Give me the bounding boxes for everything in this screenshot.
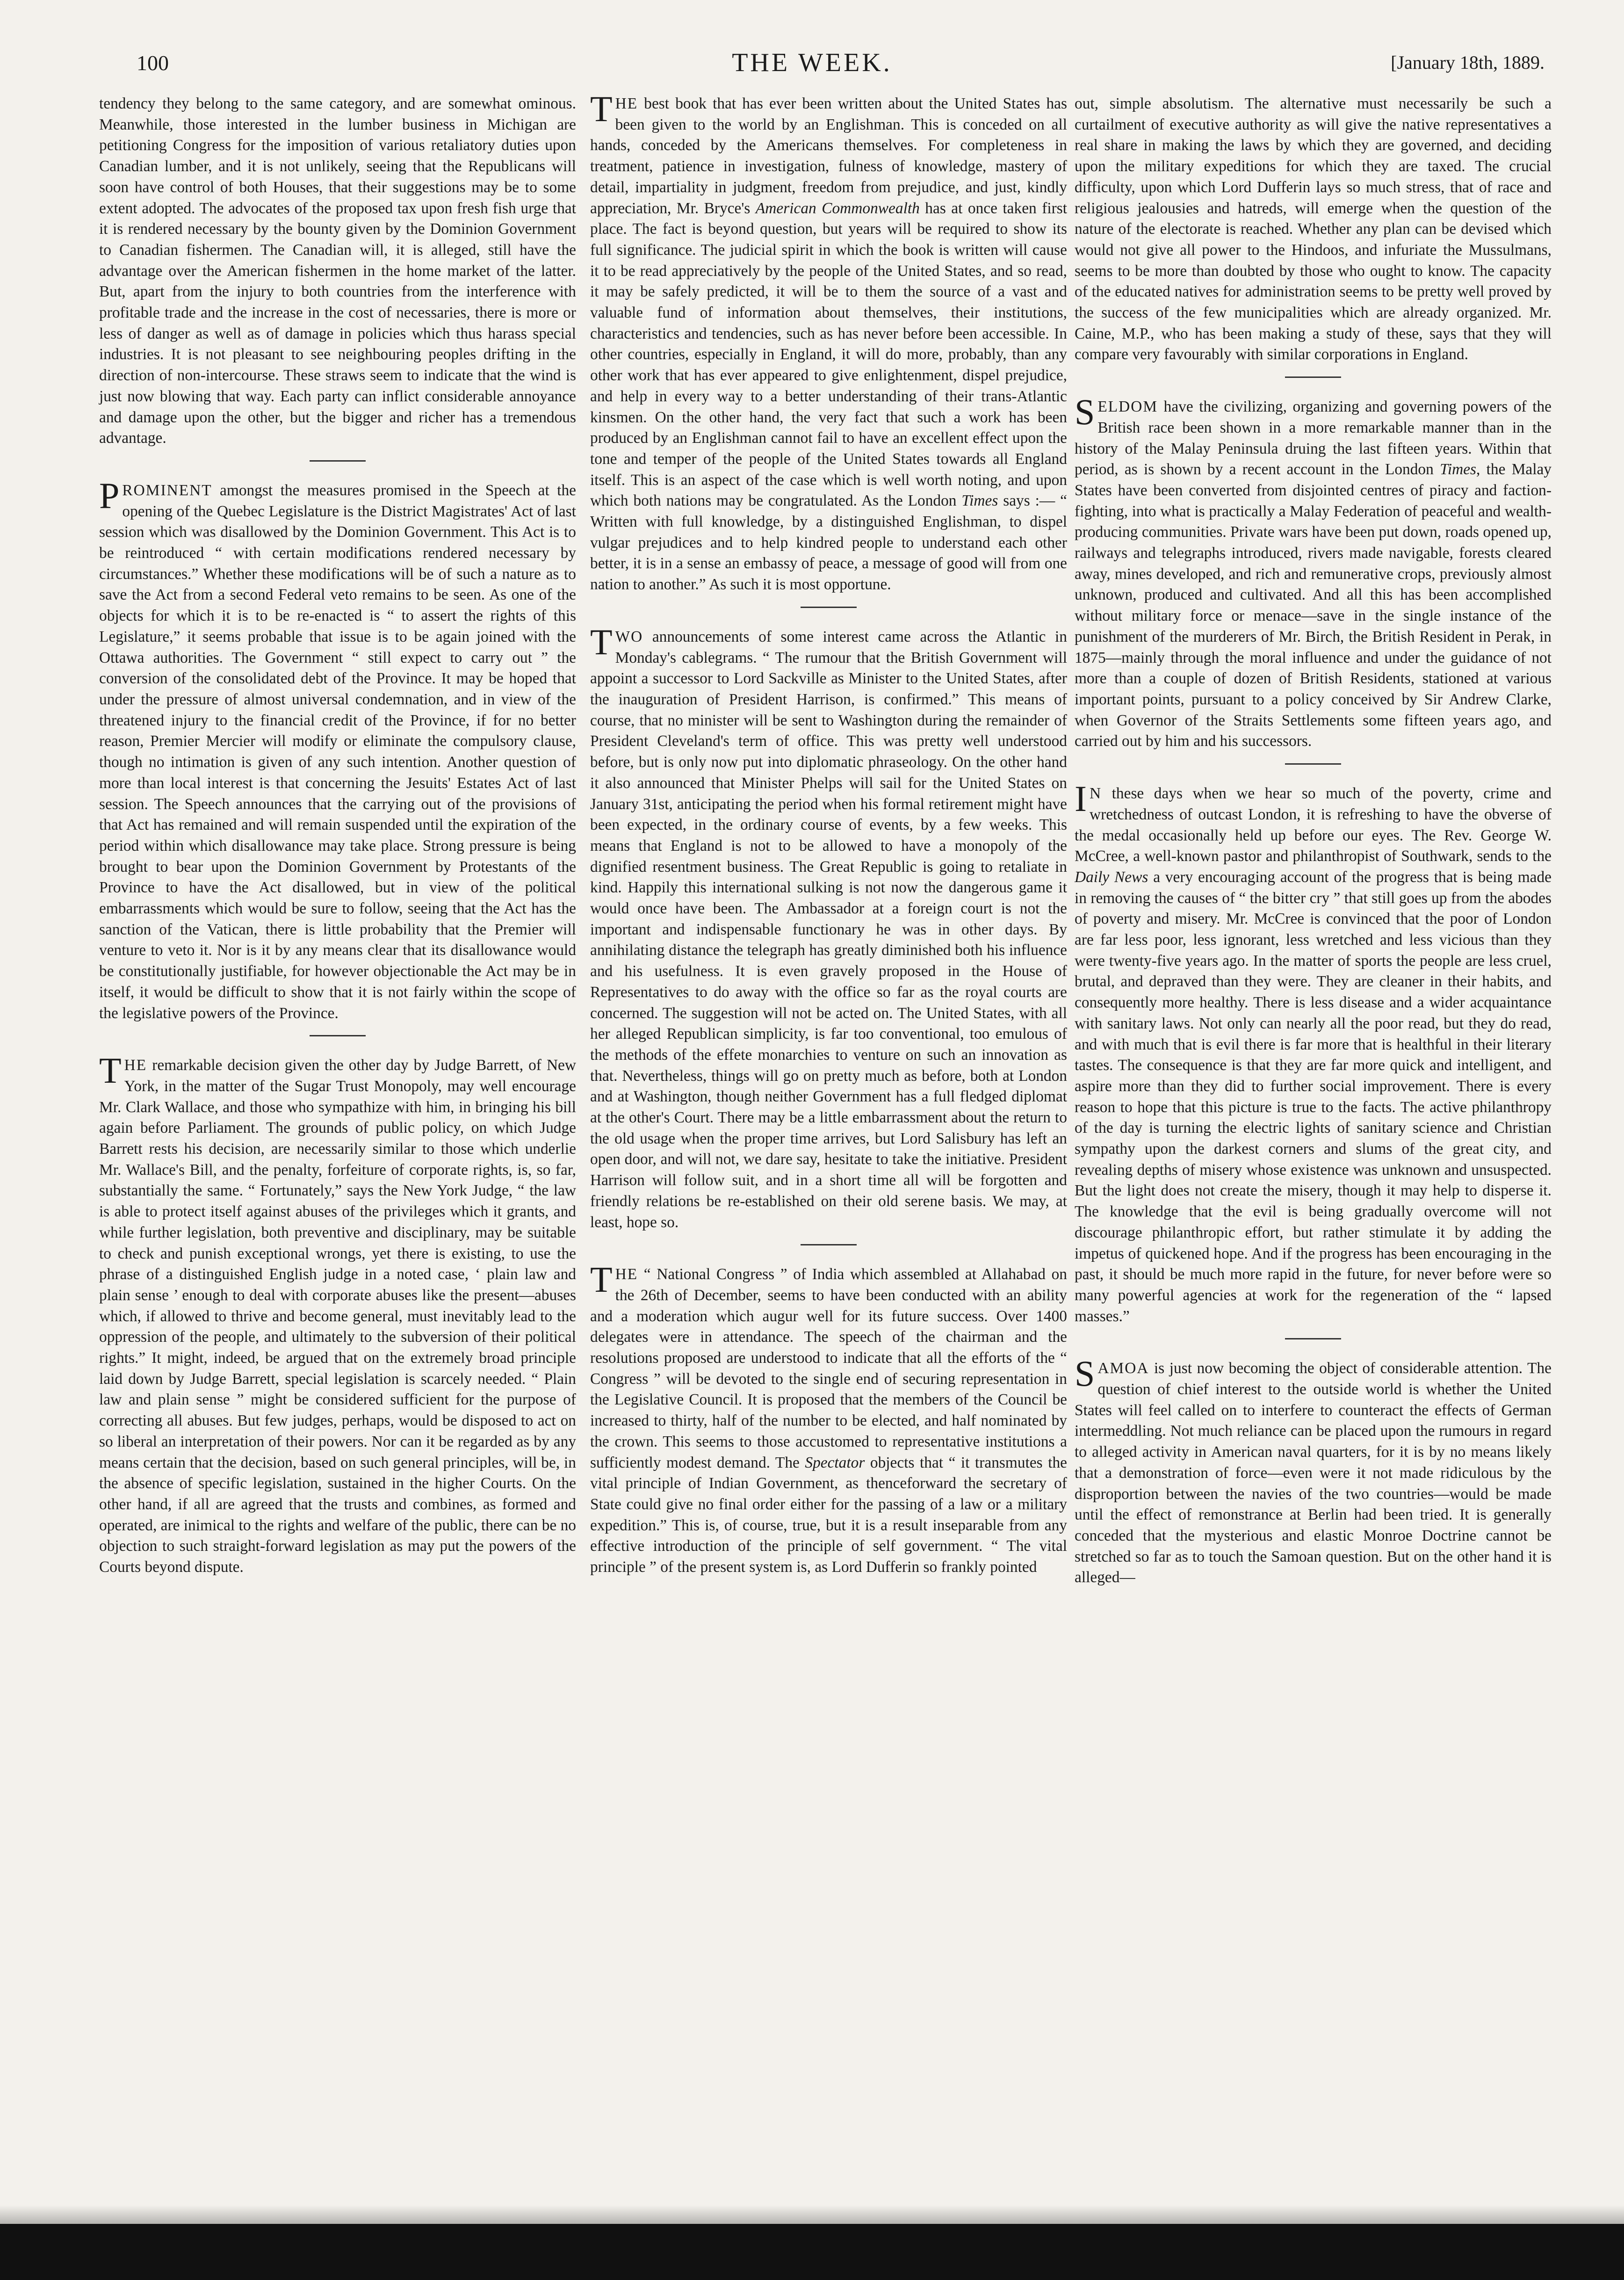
paragraph-national-congress-india bbox=[590, 1259, 1067, 1578]
scan-edge bbox=[0, 2224, 1624, 2280]
newspaper-title: Spectator bbox=[805, 1454, 865, 1471]
lead-word: N bbox=[1089, 785, 1102, 803]
paragraph-text: amongst the measures promised in the Speech at the opening of the Quebec Legislature is the District Magistrates' Act of last session which was disallowed by the Dominion Government. This Act is to be reintroduced “ with certain modifications rendered necessary by circumstances.” Whether these modifications will be of such a nature as to save the Act from a second Federal veto remains to be seen. As one of the objects for which it is to be re-enacted is “ to assert the rights of this Legislature,” it seems probable that issue is to be again joined with the Ottawa authorities. The Government “ still expect to carry out ” the conversion of the consolidated debt of the Province. It may be hoped that under the pressure of almost universal condemnation, and in view of the threatened injury to the financial credit of the Province, if for no better reason, Premier Mercier will modify or eliminate the compulsory clause, though no intimation is given of any such intention. Another question of more than local interest is that concerning the Jesuits' Estates Act of last session. The Speech announces that the carrying out of the provisions of that Act has remained and will remain suspended until the expiration of the period within which disallowance may take place. Strong pressure is being brought to bear upon the Dominion Government by Protestants of the Province to have the Act disallowed, but in view of the political embarrassments which would be sure to follow, seeing that the Act has the sanction of the Vatican, there is little probability that the Premier will venture to veto it. Nor is it by any means clear that its disallowance would be constitutionally justifiable, for however objectionable the Act may be in itself, it would be difficult to show that it is not fairly within the scope of the legislative powers of the Province. bbox=[99, 481, 576, 1022]
paragraph-judge-barrett bbox=[99, 1050, 576, 1578]
paragraph-text: “ National Congress ” of India which assembled at Allahabad on the 26th of December, seems to have been conducted with an ability and a moderation which augur well for its future success. Over 1400 delegates were in attendance. The speech of the chairman and the resolutions proposed are understood to indicate that all the efforts of the “ Congress ” will be devoted to the single end of securing representation in the Legislative Council. It is proposed that the members of the Council be increased to thirty, half of the number to be elected, and half nominated by the crown. This seems to those accustomed to representative institutions a sufficiently modest demand. The bbox=[590, 1266, 1067, 1471]
publication-title: THE WEEK. bbox=[732, 48, 892, 77]
paragraph-text: has at once taken first place. The fact is beyond question, but years will be required to show its full significance. The judicial spirit in which the book is written will cause it to be read appreciatively by the people of the United States, and so read, it may be safely predicted, it will be to them the source of a vast and valuable fund of information about themselves, their institutions, characteristics and tendencies, such as has never before been accessible. In other countries, especially in England, it will do more, probably, than any other work that has ever appeared to give enlightenment, dispel prejudice, and help in every way to a better understanding of their trans-Atlantic kinsmen. On the other hand, the very fact that such a work has been produced by an Englishman cannot fail to have an excellent effect upon the tone and temper of the people of the United States towards all England itself. This is an aspect of the case which is well worth noting, and upon which both nations may be congratulated. As the London bbox=[590, 199, 1067, 510]
newspaper-title: Daily News bbox=[1075, 868, 1148, 886]
section-divider bbox=[801, 607, 857, 608]
issue-date: [January 18th, 1889. bbox=[1391, 52, 1545, 73]
paragraph-diplomatic-announcements bbox=[590, 621, 1067, 1233]
page-header bbox=[0, 48, 1624, 88]
lead-word: HE bbox=[615, 1266, 638, 1283]
paragraph-malay-peninsula bbox=[1075, 391, 1552, 752]
drop-cap: T bbox=[590, 88, 613, 129]
paragraph-text: announcements of some interest came across the Atlantic in Monday's cablegrams. “ The rumour that the British Government will appoint a successor to Lord Sackville as Minister to the United States, after the inauguration of President Harrison, is confirmed.” This means of course, that no minister will be sent to Washington during the remainder of President Cleveland's term of office. This was pretty well understood before, but is only now put into diplomatic phraseology. On the other hand it also announced that Minister Phelps will sail for the United States on January 31st, anticipating the period when his formal retirement might have been expected, in the ordinary course of events, by a few weeks. This means that England is not to be allowed to have a monopoly of the dignified resentment business. The Great Republic is going to retaliate in kind. Happily this international sulking is not now the dangerous game it would once have been. The Ambassador at a foreign court is not the important and indispensable functionary he was in other days. By annihilating distance the telegraph has greatly diminished both his influence and his usefulness. It is even gravely proposed in the House of Representatives to do away with the office so far as the royal courts are concerned. The suggestion will not be acted on. The United States, with all her alleged Republican simplicity, is far too conventional, too emulous of the methods of the effete monarchies to venture on such an innovation as that. Nevertheless, things will go on pretty much as before, both at London and at Washington, though neither Government has a full fledged diplomat at the other's Court. There may be a little embarrassment about the return to the old usage when the proper time arrives, but Lord Salisbury has left an open door, and will not, we dare say, hesitate to take the initiative. President Harrison will follow suit, and in a short time all will be forgotten and friendly relations be re-established on their old serene basis. We may, at least, hope so. bbox=[590, 628, 1067, 1231]
book-title: American Commonwealth bbox=[755, 199, 920, 217]
paragraph-lumber-duties: tendency they belong to the same category, and are somewhat ominous. Meanwhile, those interested in the lumber business in Michigan are petitioning Congress for the imposition of various retaliatory duties upon Canadian lumber, and it is not unlikely, seeing that the Republicans will soon have control of both Houses, that their suggestions may be to some extent adopted. The advocates of the proposed tax upon fresh fish urge that it is rendered necessary by the bounty given by the Dominion Government to Canadian fishermen. The Canadian will, it is alleged, still have the advantage over the American fishermen in the home market of the latter. But, apart from the injury to both countries from the interference with profitable trade and the increase in the cost of necessaries, there is more or less of danger as well as of damage in policies which thus harass special industries. It is not pleasant to see neighbouring peoples drifting in the direction of non-intercourse. These straws seem to indicate that the wind is just now blowing that way. Each party can inflict considerable annoyance and damage upon the other, but the bigger and richer has a tremendous advantage. bbox=[99, 95, 576, 447]
paragraph-text: best book that has ever been written about the United States has been given to the world by an Englishman. This is conceded on all hands, conceded by the Americans themselves. For completeness in treatment, patience in investigation, fulness of knowledge, mastery of detail, impartiality in judgment, freedom from prejudice, and just, kindly appreciation, Mr. Bryce's bbox=[590, 95, 1067, 217]
lead-word: ELDOM bbox=[1097, 398, 1158, 416]
section-divider bbox=[310, 1035, 366, 1036]
paragraph-bryce-commonwealth bbox=[590, 88, 1067, 595]
paragraph-samoa bbox=[1075, 1353, 1552, 1588]
paragraph-quebec-legislature bbox=[99, 475, 576, 1024]
drop-cap: T bbox=[590, 621, 613, 662]
paragraph-text: objects that “ it transmutes the vital principle of Indian Government, as thenceforward the secretary of State could give no final order either for the passing of a law or a military expedition.” This is, of course, true, but it is a result inseparable from any effective introduction of the principle of self government. “ The vital principle ” of the present system is, as Lord Dufferin so frankly pointed bbox=[590, 1454, 1067, 1576]
column-right bbox=[1075, 94, 1552, 1588]
paragraph-text: remarkable decision given the other day by Judge Barrett, of New York, in the matter of the Sugar Trust Monopoly, may well encourage Mr. Clark Wallace, and those who sympathize with him, in bringing his bill again before Parliament. The grounds of public policy, on which Judge Barrett rests his decision, are necessarily similar to those which underlie Mr. Wallace's Bill, and the penalty, forfeiture of corporate rights, is, so far, substantially the same. “ Fortunately,” says the New York Judge, “ the law is able to protect itself against abuses of the privileges which it grants, and while further legislation, both preventive and disciplinary, may be suitable to check and punish exceptional wrongs, yet there is existing, to use the phrase of a distinguished English judge in a noted case, ‘ plain law and plain sense ’ enough to deal with corporate abuses like the present—abuses which, if allowed to thrive and become general, must inevitably lead to the oppression of the people, and ultimately to the subversion of their political rights.” It might, indeed, be argued that on the extremely broad principle laid down by Judge Barrett, special legislation is scarcely needed. “ Plain law and plain sense ” might be considered sufficient for the purpose of correcting all abuses. But few judges, perhaps, would be disposed to act on so liberal an interpretation of their powers. Nor can it be regarded as by any means certain that the decision, based on such general principles, will be, in the absence of specific legislation, sustained in the higher Courts. On the other hand, if all are agreed that the trusts and combines, as formed and operated, are inimical to the rights and welfare of the public, there can be no objection to such straight-forward legislation as may put the powers of the Courts beyond dispute. bbox=[99, 1057, 576, 1576]
section-divider bbox=[310, 460, 366, 462]
newspaper-title: Times bbox=[961, 492, 998, 510]
newspaper-title: Times bbox=[1440, 461, 1477, 478]
drop-cap: S bbox=[1075, 391, 1095, 433]
lead-word: HE bbox=[615, 95, 638, 112]
column-middle bbox=[590, 88, 1067, 1578]
section-divider bbox=[1285, 763, 1341, 765]
lead-word: AMOA bbox=[1097, 1360, 1149, 1377]
drop-cap: T bbox=[590, 1259, 613, 1300]
paragraph-text: these days when we hear so much of the poverty, crime and wretchedness of outcast London, it is refreshing to have the obverse of the medal occasionally held up before our eyes. The Rev. George W. McCree, a well-known pastor and philanthropist of Southwark, sends to the bbox=[1075, 785, 1552, 865]
paragraph-text: a very encouraging account of the progress that is being made in removing the causes of “ the bitter cry ” that still goes up from the abodes of poverty and misery. Mr. McCree is convinced that the poor of London are far less poor, less ignorant, less wretched and less vicious than they were twenty-five years ago. In the matter of sports the people are less cruel, brutal, and depraved than they were. They are cleaner in their habits, and consequently more healthy. There is less disease and a wider acquaintance with sanitary laws. Not only can nearly all the poor read, but they do read, and with much that is evil there is far more that is healthful in their literary tastes. The consequence is that they are far more quick and intelligent, and aspire more than they did to further social improvement. There is every reason to hope that this picture is true to the facts. The active philanthropy of the day is turning the electric lights of sanitary science and Christian sympathy upon the darkest corners and slums of the great city, and revealing depths of misery whose existence was unknown and unsuspected. But the light does not create the misery, though it may help to disperse it. The knowledge that the evil is being gradually overcome will not discourage philanthropic effort, but rather stimulate it by adding the impetus of quickened hope. And if the progress has been encouraging in the past, it should be much more rapid in the future, for never before were so many powerful agencies at work for the regeneration of the “ lapsed masses.” bbox=[1075, 868, 1552, 1325]
lead-word: HE bbox=[124, 1057, 147, 1074]
drop-cap: I bbox=[1075, 778, 1087, 819]
paragraph-text: says :— “ Written with full knowledge, by a distinguished Englishman, to dispel vulgar prejudices and to help kindred people to understand each other better, it is in a sense an embassy of peace, a message of good will from one nation to another.” As such it is most opportune. bbox=[590, 492, 1067, 594]
drop-cap: P bbox=[99, 475, 120, 516]
paragraph-text: is just now becoming the object of considerable attention. The question of chief interest to the outside world is whether the United States will feel called on to interfere to counteract the effects of German intermeddling. Not much reliance can be placed upon the rumours in regard to alleged activity in American naval quarters, for it is by no means likely that a demonstration of force—even were it not made ridiculous by the disproportion between the navies of the two countries—would be made until the effect of remonstrance at Berlin had been tried. It is generally conceded that the mysterious and elastic Monroe Doctrine cannot be stretched so far as to touch the Samoan question. But on the other hand it is alleged— bbox=[1075, 1360, 1552, 1586]
column-left bbox=[99, 94, 576, 1578]
lead-word: ROMINENT bbox=[122, 481, 212, 499]
paragraph-text: have the civilizing, organizing and governing powers of the British race been shown in a more remarkable manner than in the history of the Malay Peninsula druing the last fifteen years. Within that period, as is shown by a recent account in the London bbox=[1075, 398, 1552, 478]
page-number: 100 bbox=[137, 51, 169, 75]
lead-word: WO bbox=[615, 628, 643, 645]
drop-cap: S bbox=[1075, 1353, 1095, 1394]
scan-shadow bbox=[0, 2205, 1624, 2224]
section-divider bbox=[801, 1244, 857, 1245]
drop-cap: T bbox=[99, 1050, 122, 1091]
section-divider bbox=[1285, 376, 1341, 378]
section-divider bbox=[1285, 1338, 1341, 1339]
paragraph-outcast-london bbox=[1075, 778, 1552, 1327]
paragraph-india-continued: out, simple absolutism. The alternative must necessarily be such a curtailment of executive authority as will give the native representatives a real share in making the laws by which they are governed, and deciding upon the military expeditions for which they are taxed. The crucial difficulty, upon which Lord Dufferin lays so much stress, that of race and religious jealousies and hatreds, will emerge when the question of the nature of the electorate is reached. Whether any plan can be devised which would not give all power to the Hindoos, and infuriate the Mussulmans, seems to be more than doubted by those who ought to know. The capacity of the educated natives for administration seems to be pretty well proved by the success of the few municipalities which are already organized. Mr. Caine, M.P., who has been making a study of these, says that they will compare very favourably with similar corporations in England. bbox=[1075, 95, 1552, 363]
paragraph-text: , the Malay States have been converted from disjointed centres of piracy and faction-fighting, into what is practically a Malay Federation of peaceful and wealth-producing communities. Private wars have been put down, roads opened up, railways and telegraphs introduced, rivers made navigable, forests cleared away, mines developed, and rich and remunerative crops, previously almost unknown, produced and cultivated. And all this has been accomplished without military force or menace—save in the single instance of the punishment of the murderers of Mr. Birch, the British Resident in Perak, in 1875—mainly through the moral influence and under the guidance of not more than a couple of dozen of British Residents, stationed at various important points, pursuant to a policy conceived by Sir Andrew Clarke, when Governor of the Straits Settlements some fifteen years ago, and carried out by him and his successors. bbox=[1075, 461, 1552, 750]
